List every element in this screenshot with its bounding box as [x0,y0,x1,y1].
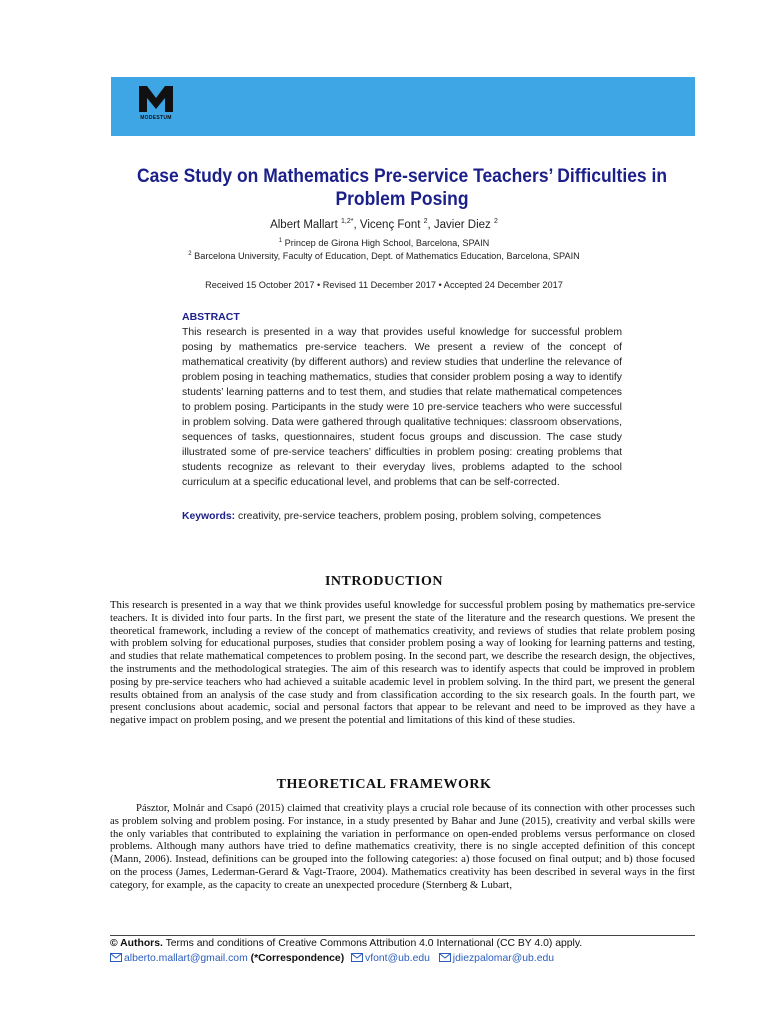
affiliation-1 [0,238,768,248]
affiliation-2 [0,251,768,261]
keywords-list: creativity, pre-service teachers, problem posing, problem solving, competences [238,511,602,522]
correspondence-note: (*Correspondence) [250,953,345,964]
author-list: Albert Mallart $^{1,2*}$, Vicenç Font $^2$, Javier Diez $^2$ [270,218,498,231]
affiliation-mark: 1 [278,238,283,244]
modestum-m-icon [137,84,175,114]
section-heading-introduction: INTRODUCTION [324,574,443,589]
logo-wordmark: MODESTUM [140,115,172,121]
section-heading-theoretical-framework: THEORETICAL FRAMEWORK [276,777,492,792]
author-affiliation-mark: 2 [494,218,498,225]
abstract-heading: ABSTRACT [182,311,240,323]
author-name: Albert Mallart [270,218,338,231]
email-link-font[interactable]: vfont@ub.edu [365,953,430,964]
publication-dates: Received 15 October 2017 • Revised 11 December 2017 • Accepted 24 December 2017 [205,280,563,290]
article-title: Case Study on Mathematics Pre-service Teachers’ Difficulties in Problem Posing [136,166,668,210]
author-name: Vicenç Font [359,218,421,231]
author-affiliation-mark: 1,2* [341,218,354,225]
envelope-icon [351,953,363,962]
email-link-diez[interactable]: jdiezpalomar@ub.edu [452,953,555,964]
email-link-mallart[interactable]: alberto.mallart@gmail.com [124,953,248,964]
envelope-icon [110,953,122,962]
author-affiliation-mark: 2 [423,218,428,225]
footer-divider [110,935,695,936]
introduction-paragraph: This research is presented in a way that we think provides useful knowledge for successful problem posing by mathematics pre-service teachers. It is divided into four parts. In the first part, we present the state of the literature and the research questions. We present the theoretical framework, including a review of the concept of mathematics creativity, and reviews of studies that relate problem posing with problem solving for educational purposes, studies that consider problem posing a way of looking for learning patterns and testing, and studies that relate mathematical competences to problem posing. In the second part, we describe the research design, the objectives, the instruments and the methodological strategies. The aim of this research was to identify aspects that could be improved in problem posing by pre-service teachers who had achieved a suitable academic level in problem solving. In the third part, we present the general results obtained from an analysis of the case study and from classification according to the six research goals. In the fourth part, we present conclusions about academic, social and personal factors that appear to be relevant and need to be improved as they have a negative impact on problem posing, and we present the potential and limitations of this kind of these studies. [110,599,695,727]
contact-line [110,953,554,964]
journal-banner [111,77,695,136]
theoretical-framework-paragraph: Pásztor, Molnár and Csapó (2015) claimed that creativity plays a crucial role because of its connection with other processes such as problem solving and problem posing. For instance, in a study presented by Bahar and June (2015), creativity and verbal skills were the only variables that contributed to explaining the variation in performance on open-ended problems versus performance on closed problems. Although many authors have tried to define mathematics creativity, there is no single accepted definition of this concept (Mann, 2006). Instead, definitions can be grouped into the following categories: a) those focused on final output; and b) those focused on the process (James, Lederman-Gerard & Vagt-Traore, 2004). Mathematics creativity has been described in several ways in the first category, for example, as the capacity to create an unexpected procedure (Sternberg & Lubart, [110,802,695,891]
license-text: Terms and conditions of Creative Commons Attribution 4.0 International (CC BY 4.0) apply. [165,938,583,949]
author-name: Javier Diez [433,218,491,231]
affiliation-mark: 2 [188,251,192,257]
affiliation-text: Princep de Girona High School, Barcelona, SPAIN [284,238,490,249]
modestum-logo [137,84,175,126]
affiliation-text: Barcelona University, Faculty of Education, Dept. of Mathematics Education, Barcelona, SPAIN [194,251,580,262]
authors-copyright-label: © Authors. [110,938,163,949]
envelope-icon [439,953,451,962]
abstract-text: This research is presented in a way that provides useful knowledge for successful problem posing by mathematics pre-service teachers. We present a review of the concept of mathematical creativity (by different authors) and review studies that underline the relevance of problem posing in teaching mathematics, studies that consider problem posing a way to identify students’ learning patterns and to test them, and studies that relate mathematical competences to problem posing. Participants in the study were 10 pre-service teachers who were successful in problem solving. Data were gathered through qualitative techniques: classroom observations, sequences of tasks, questionnaires, student focus groups and discussion. The case study illustrated some of pre-service teachers’ difficulties in problem posing: creating problems that students recognize as relevant to their everyday lives, problems adapted to the school curriculum at a specific educational level, and problems that can be self-corrected. [182,327,622,488]
license-line [110,938,582,949]
keywords-label: Keywords: [182,511,236,522]
keywords [182,509,622,524]
